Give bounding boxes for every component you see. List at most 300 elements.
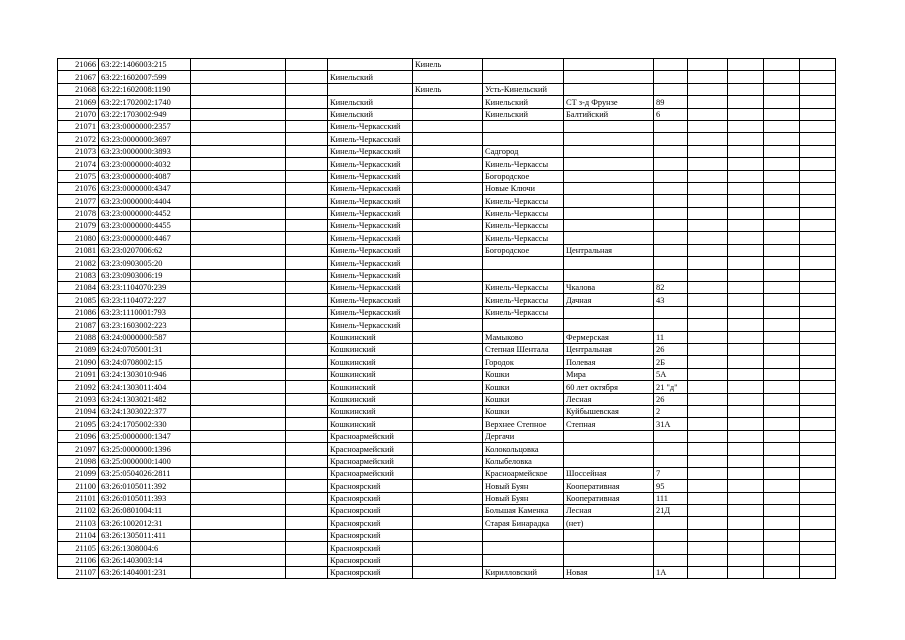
cell-col-l (764, 108, 800, 120)
cell-cadastral-number: 63:24:0708002:15 (99, 356, 191, 368)
cell-street (564, 269, 654, 281)
cell-row-number: 21098 (58, 455, 99, 467)
cell-col-m (800, 343, 836, 355)
cell-col-m (800, 542, 836, 554)
cell-col-k (728, 145, 764, 157)
cell-street (564, 306, 654, 318)
cell-row-number: 21086 (58, 306, 99, 318)
cell-street (564, 182, 654, 194)
cell-col-j (688, 207, 728, 219)
cell-row-number: 21087 (58, 319, 99, 331)
cell-city (413, 480, 483, 492)
cell-col-d (286, 59, 328, 71)
cell-col-j (688, 331, 728, 343)
cell-cadastral-number: 63:26:0105011:393 (99, 492, 191, 504)
cell-settlement: Верхнее Степное (483, 418, 564, 430)
cell-col-c (191, 319, 286, 331)
cell-col-d (286, 443, 328, 455)
cell-col-m (800, 306, 836, 318)
cell-settlement: Кинельский (483, 96, 564, 108)
cell-col-c (191, 368, 286, 380)
cell-house: 1А (654, 567, 688, 579)
cell-col-m (800, 430, 836, 442)
cell-row-number: 21082 (58, 257, 99, 269)
cell-settlement (483, 269, 564, 281)
cell-street (564, 133, 654, 145)
cell-col-d (286, 306, 328, 318)
cell-col-j (688, 567, 728, 579)
cell-cadastral-number: 63:22:1602007:599 (99, 71, 191, 83)
cell-house: 7 (654, 467, 688, 479)
cell-city (413, 257, 483, 269)
cell-house (654, 455, 688, 467)
table-row (58, 443, 836, 455)
cell-district: Кинель-Черкасский (328, 182, 413, 194)
table-row (58, 567, 836, 579)
cell-col-c (191, 356, 286, 368)
cell-col-l (764, 567, 800, 579)
cell-city (413, 517, 483, 529)
cell-street (564, 71, 654, 83)
cell-cadastral-number: 63:23:0000000:4404 (99, 195, 191, 207)
table-row (58, 480, 836, 492)
cell-col-d (286, 343, 328, 355)
cell-district: Красноармейский (328, 455, 413, 467)
cell-col-j (688, 182, 728, 194)
table-row (58, 294, 836, 306)
cell-city (413, 505, 483, 517)
cell-cadastral-number: 63:24:1303010:946 (99, 368, 191, 380)
table-row (58, 418, 836, 430)
cell-col-m (800, 120, 836, 132)
cell-street (564, 170, 654, 182)
cell-city (413, 393, 483, 405)
table-row (58, 554, 836, 566)
cell-city (413, 368, 483, 380)
cell-col-c (191, 306, 286, 318)
data-table (57, 58, 836, 579)
cell-col-d (286, 257, 328, 269)
cell-col-d (286, 83, 328, 95)
cell-col-l (764, 59, 800, 71)
cell-street: Новая (564, 567, 654, 579)
cell-district: Красноярский (328, 542, 413, 554)
table-row (58, 331, 836, 343)
cell-col-k (728, 418, 764, 430)
cell-col-l (764, 306, 800, 318)
cell-col-c (191, 381, 286, 393)
cell-row-number: 21081 (58, 244, 99, 256)
cell-col-l (764, 492, 800, 504)
cell-settlement: Дергачи (483, 430, 564, 442)
cell-col-m (800, 480, 836, 492)
cell-row-number: 21102 (58, 505, 99, 517)
cell-street: Чкалова (564, 282, 654, 294)
cell-col-l (764, 96, 800, 108)
cell-house (654, 232, 688, 244)
cell-col-l (764, 182, 800, 194)
cell-cadastral-number: 63:23:0000000:2357 (99, 120, 191, 132)
cell-cadastral-number: 63:23:0903006:19 (99, 269, 191, 281)
cell-col-k (728, 393, 764, 405)
cell-settlement: Кинель-Черкассы (483, 282, 564, 294)
cell-street (564, 319, 654, 331)
cell-house: 111 (654, 492, 688, 504)
cell-col-l (764, 232, 800, 244)
table-row (58, 269, 836, 281)
table-row (58, 59, 836, 71)
cell-col-d (286, 554, 328, 566)
cell-col-c (191, 207, 286, 219)
cell-col-k (728, 443, 764, 455)
cell-row-number: 21100 (58, 480, 99, 492)
cell-col-d (286, 480, 328, 492)
cell-row-number: 21071 (58, 120, 99, 132)
cell-row-number: 21084 (58, 282, 99, 294)
cell-house (654, 554, 688, 566)
cell-settlement: Городок (483, 356, 564, 368)
cell-house: 82 (654, 282, 688, 294)
cell-row-number: 21074 (58, 158, 99, 170)
cell-cadastral-number: 63:26:0801004:11 (99, 505, 191, 517)
cell-house (654, 59, 688, 71)
cell-district (328, 59, 413, 71)
cell-street (564, 554, 654, 566)
cell-house (654, 257, 688, 269)
cell-cadastral-number: 63:26:1403003:14 (99, 554, 191, 566)
cell-col-d (286, 96, 328, 108)
cell-col-d (286, 492, 328, 504)
cell-col-m (800, 517, 836, 529)
cell-settlement: Кошки (483, 368, 564, 380)
cell-col-j (688, 492, 728, 504)
cell-col-d (286, 108, 328, 120)
cell-col-j (688, 145, 728, 157)
cell-col-d (286, 232, 328, 244)
cell-row-number: 21068 (58, 83, 99, 95)
cell-settlement: Новый Буян (483, 492, 564, 504)
table-row (58, 170, 836, 182)
cell-col-m (800, 319, 836, 331)
cell-row-number: 21091 (58, 368, 99, 380)
cell-row-number: 21075 (58, 170, 99, 182)
cell-col-k (728, 505, 764, 517)
cell-district: Красноярский (328, 492, 413, 504)
cell-col-m (800, 381, 836, 393)
cell-street: Лесная (564, 505, 654, 517)
cell-settlement: Большая Каменка (483, 505, 564, 517)
cell-col-m (800, 59, 836, 71)
cell-house: 95 (654, 480, 688, 492)
cell-street (564, 120, 654, 132)
cell-col-c (191, 418, 286, 430)
cell-row-number: 21085 (58, 294, 99, 306)
cell-district: Красноармейский (328, 467, 413, 479)
cell-col-d (286, 381, 328, 393)
table-row (58, 405, 836, 417)
cell-house (654, 542, 688, 554)
cell-street: Полевая (564, 356, 654, 368)
cell-city (413, 430, 483, 442)
cell-house (654, 319, 688, 331)
cell-col-c (191, 492, 286, 504)
cell-col-k (728, 232, 764, 244)
cell-col-k (728, 83, 764, 95)
table-row (58, 393, 836, 405)
cell-cadastral-number: 63:22:1703002:949 (99, 108, 191, 120)
cell-street: СТ з-д Фрунзе (564, 96, 654, 108)
cell-settlement (483, 133, 564, 145)
cell-district: Кинель-Черкасский (328, 294, 413, 306)
cell-col-d (286, 529, 328, 541)
cell-col-l (764, 554, 800, 566)
cell-row-number: 21066 (58, 59, 99, 71)
cell-col-d (286, 356, 328, 368)
cell-cadastral-number: 63:25:0000000:1396 (99, 443, 191, 455)
cell-col-k (728, 467, 764, 479)
cell-settlement: Садгород (483, 145, 564, 157)
cell-cadastral-number: 63:23:0000000:3697 (99, 133, 191, 145)
cell-col-l (764, 529, 800, 541)
cell-col-j (688, 158, 728, 170)
cell-col-d (286, 294, 328, 306)
cell-street (564, 455, 654, 467)
cell-settlement: Богородское (483, 170, 564, 182)
cell-house: 21Д (654, 505, 688, 517)
cell-col-j (688, 418, 728, 430)
cell-col-k (728, 294, 764, 306)
cell-col-d (286, 220, 328, 232)
cell-district: Кошкинский (328, 343, 413, 355)
cell-street: 60 лет октября (564, 381, 654, 393)
cell-col-l (764, 269, 800, 281)
cell-col-l (764, 455, 800, 467)
cell-street (564, 83, 654, 95)
cell-col-l (764, 319, 800, 331)
cell-city (413, 306, 483, 318)
cell-cadastral-number: 63:26:1305011:411 (99, 529, 191, 541)
cell-city (413, 207, 483, 219)
cell-street: Фермерская (564, 331, 654, 343)
cell-col-m (800, 294, 836, 306)
cell-district: Кинель-Черкасский (328, 195, 413, 207)
cell-city (413, 182, 483, 194)
cell-city (413, 319, 483, 331)
cell-settlement (483, 257, 564, 269)
cell-street: (нет) (564, 517, 654, 529)
cell-col-d (286, 368, 328, 380)
cell-district: Кинель-Черкасский (328, 244, 413, 256)
cell-col-j (688, 282, 728, 294)
cell-col-c (191, 405, 286, 417)
cell-row-number: 21083 (58, 269, 99, 281)
cell-col-c (191, 59, 286, 71)
table-row (58, 83, 836, 95)
cell-col-l (764, 467, 800, 479)
cell-city (413, 108, 483, 120)
cell-cadastral-number: 63:23:1603002:223 (99, 319, 191, 331)
table-row (58, 195, 836, 207)
cell-house: 89 (654, 96, 688, 108)
cell-settlement: Мамыково (483, 331, 564, 343)
cell-col-j (688, 257, 728, 269)
cell-col-m (800, 455, 836, 467)
cell-col-j (688, 269, 728, 281)
cell-city (413, 542, 483, 554)
cell-col-c (191, 269, 286, 281)
cell-row-number: 21097 (58, 443, 99, 455)
cell-col-d (286, 467, 328, 479)
cell-col-j (688, 319, 728, 331)
cell-col-j (688, 343, 728, 355)
cell-street (564, 59, 654, 71)
cell-col-k (728, 269, 764, 281)
cell-city (413, 195, 483, 207)
cell-city (413, 232, 483, 244)
cell-house: 5А (654, 368, 688, 380)
cell-col-d (286, 517, 328, 529)
cell-col-d (286, 393, 328, 405)
cell-city (413, 71, 483, 83)
cell-col-l (764, 381, 800, 393)
cell-house (654, 220, 688, 232)
cell-col-m (800, 567, 836, 579)
cell-col-j (688, 455, 728, 467)
table-body (58, 59, 836, 579)
cell-house (654, 83, 688, 95)
cell-street (564, 232, 654, 244)
cell-street: Кооперативная (564, 492, 654, 504)
cell-col-k (728, 96, 764, 108)
cell-street (564, 158, 654, 170)
cell-district: Красноярский (328, 480, 413, 492)
cell-house: 11 (654, 331, 688, 343)
cell-col-m (800, 554, 836, 566)
cell-col-c (191, 542, 286, 554)
cell-col-m (800, 529, 836, 541)
cell-district: Кинель-Черкасский (328, 319, 413, 331)
cell-col-k (728, 158, 764, 170)
cell-col-c (191, 554, 286, 566)
cell-col-j (688, 96, 728, 108)
cell-cadastral-number: 63:23:0207006:62 (99, 244, 191, 256)
cell-col-j (688, 542, 728, 554)
cell-house: 21 "д" (654, 381, 688, 393)
cell-city (413, 294, 483, 306)
cell-col-j (688, 133, 728, 145)
cell-house (654, 269, 688, 281)
cell-col-c (191, 133, 286, 145)
cell-settlement: Кошки (483, 405, 564, 417)
cell-district: Красноярский (328, 517, 413, 529)
cell-cadastral-number: 63:23:1104072:227 (99, 294, 191, 306)
cell-street: Кооперативная (564, 480, 654, 492)
cell-col-d (286, 182, 328, 194)
cell-settlement: Усть-Кинельский (483, 83, 564, 95)
cell-col-j (688, 405, 728, 417)
table-row (58, 282, 836, 294)
cell-col-l (764, 195, 800, 207)
cell-col-k (728, 356, 764, 368)
cell-row-number: 21099 (58, 467, 99, 479)
cell-city (413, 269, 483, 281)
table-row (58, 492, 836, 504)
table-row (58, 343, 836, 355)
cell-city (413, 405, 483, 417)
table-row (58, 108, 836, 120)
cell-col-m (800, 207, 836, 219)
table-row (58, 120, 836, 132)
cell-col-k (728, 567, 764, 579)
cell-row-number: 21101 (58, 492, 99, 504)
cell-col-c (191, 257, 286, 269)
cell-col-k (728, 257, 764, 269)
table-row (58, 158, 836, 170)
cell-city (413, 158, 483, 170)
cell-col-d (286, 195, 328, 207)
cell-city (413, 282, 483, 294)
cell-col-c (191, 158, 286, 170)
cell-col-k (728, 480, 764, 492)
cell-district: Кинель-Черкасский (328, 133, 413, 145)
cell-col-d (286, 120, 328, 132)
cell-col-k (728, 492, 764, 504)
cell-street: Лесная (564, 393, 654, 405)
cell-settlement: Кинель-Черкассы (483, 195, 564, 207)
cell-settlement (483, 59, 564, 71)
cell-street (564, 145, 654, 157)
cell-settlement: Старая Бинарадка (483, 517, 564, 529)
cell-street (564, 257, 654, 269)
table-row (58, 517, 836, 529)
cell-col-k (728, 195, 764, 207)
cell-col-m (800, 182, 836, 194)
cell-district: Красноармейский (328, 430, 413, 442)
cell-settlement (483, 529, 564, 541)
cell-col-l (764, 294, 800, 306)
cell-col-d (286, 133, 328, 145)
cell-col-c (191, 529, 286, 541)
cell-city (413, 145, 483, 157)
cell-cadastral-number: 63:22:1702002:1740 (99, 96, 191, 108)
table-row (58, 96, 836, 108)
cell-col-m (800, 269, 836, 281)
cell-col-j (688, 306, 728, 318)
cell-cadastral-number: 63:23:0000000:4087 (99, 170, 191, 182)
cell-settlement (483, 71, 564, 83)
spreadsheet-page (57, 58, 836, 579)
cell-col-j (688, 195, 728, 207)
cell-district: Кошкинский (328, 356, 413, 368)
cell-col-j (688, 71, 728, 83)
cell-settlement (483, 120, 564, 132)
cell-col-d (286, 331, 328, 343)
cell-col-l (764, 343, 800, 355)
cell-col-k (728, 319, 764, 331)
table-row (58, 542, 836, 554)
cell-cadastral-number: 63:23:0903005:20 (99, 257, 191, 269)
cell-settlement: Колыбеловка (483, 455, 564, 467)
cell-col-c (191, 71, 286, 83)
cell-col-c (191, 195, 286, 207)
cell-cadastral-number: 63:23:0000000:3893 (99, 145, 191, 157)
cell-col-m (800, 356, 836, 368)
table-row (58, 145, 836, 157)
cell-row-number: 21088 (58, 331, 99, 343)
cell-cadastral-number: 63:26:1002012:31 (99, 517, 191, 529)
cell-col-j (688, 59, 728, 71)
cell-cadastral-number: 63:25:0504026:2811 (99, 467, 191, 479)
